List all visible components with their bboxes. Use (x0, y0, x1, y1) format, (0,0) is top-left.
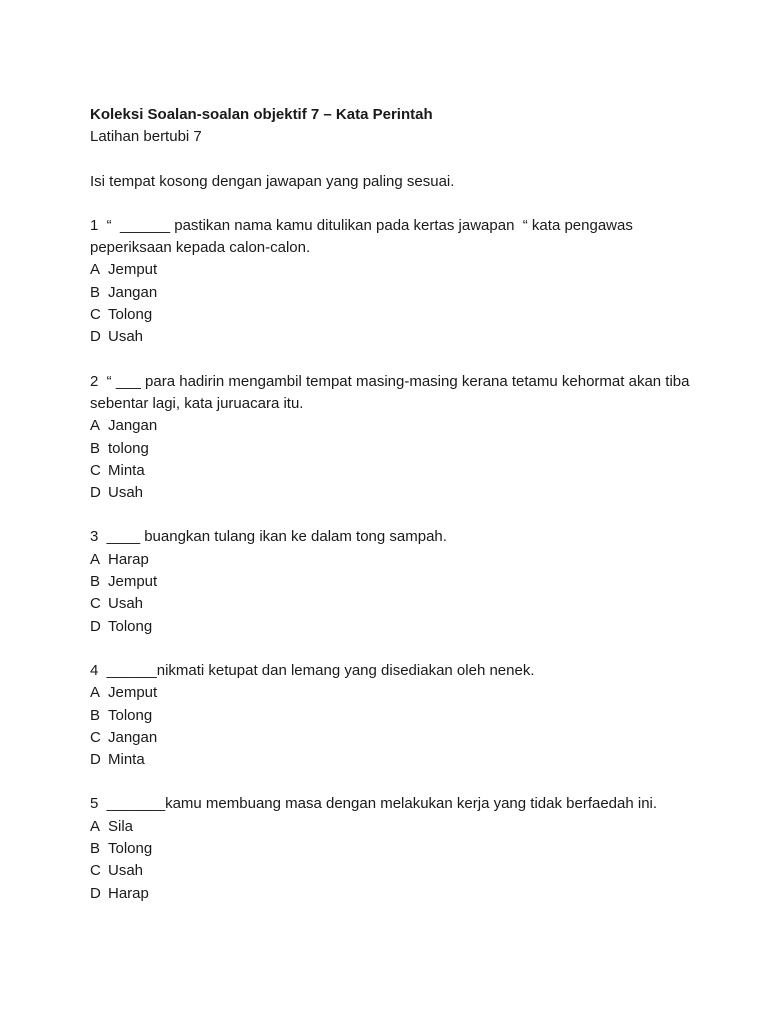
answer-option (90, 438, 690, 460)
answer-option (90, 705, 690, 727)
question-text: 2 “ ___ para hadirin mengambil tempat masing-masing kerana tetamu kehormat akan tiba sebentar lagi, kata juruacara itu. (90, 372, 694, 412)
option-text: Sila (108, 817, 134, 835)
option-text: Jemput (108, 573, 158, 591)
option-text: Harap (108, 884, 149, 902)
question-item (90, 215, 690, 349)
document-subtitle: Latihan bertubi 7 (90, 128, 202, 146)
answer-option (90, 549, 690, 571)
question-item (90, 660, 690, 771)
question-text: 1 “ ______ pastikan nama kamu ditulikan pada kertas jawapan “ kata pengawas peperiksaan kepada calon-calon. (90, 216, 638, 257)
document-title: Koleksi Soalan-soalan objektif 7 – Kata Perintah (90, 106, 433, 123)
option-letter: A (90, 684, 101, 702)
option-letter: A (90, 817, 101, 835)
question-item (90, 371, 694, 505)
option-letter: C (90, 595, 101, 613)
option-letter: B (90, 439, 101, 457)
option-text: Jangan (108, 728, 158, 746)
instruction-text: Isi tempat kosong dengan jawapan yang paling sesuai. (90, 172, 455, 190)
answer-option (90, 460, 690, 482)
option-text: Tolong (108, 306, 153, 324)
option-text: Tolong (108, 840, 153, 858)
option-letter: C (90, 728, 101, 746)
answer-option (90, 860, 690, 882)
option-letter: C (90, 306, 101, 324)
option-text: Usah (108, 328, 144, 346)
question-item (90, 793, 690, 904)
option-text: Jangan (108, 283, 158, 301)
answer-option (90, 415, 690, 437)
answer-option (90, 727, 690, 749)
option-text: Jemput (108, 684, 158, 702)
option-text: Usah (108, 484, 144, 502)
answer-option (90, 593, 690, 615)
option-letter: D (90, 751, 101, 769)
option-text: Usah (108, 862, 144, 880)
option-text: tolong (108, 439, 149, 457)
answer-option (90, 749, 690, 771)
question-text: 4 ______nikmati ketupat dan lemang yang disediakan oleh nenek. (90, 661, 535, 679)
answer-option (90, 304, 690, 326)
question-text: 5 _______kamu membuang masa dengan melakukan kerja yang tidak berfaedah ini. (90, 795, 658, 813)
option-letter: C (90, 862, 101, 880)
spacer (90, 193, 690, 215)
option-text: Jemput (108, 261, 158, 279)
option-text: Usah (108, 595, 144, 613)
answer-option (90, 883, 690, 905)
option-letter: B (90, 573, 101, 591)
option-text: Minta (108, 751, 145, 769)
spacer (90, 149, 690, 171)
option-letter: B (90, 283, 101, 301)
option-letter: A (90, 417, 101, 435)
answer-option (90, 571, 690, 593)
option-letter: D (90, 328, 101, 346)
answer-option (90, 682, 690, 704)
option-letter: D (90, 884, 101, 902)
option-letter: D (90, 617, 101, 635)
option-letter: C (90, 461, 101, 479)
answer-option (90, 326, 690, 348)
option-letter: A (90, 550, 101, 568)
answer-option (90, 616, 690, 638)
question-list (90, 215, 694, 905)
document-page (90, 104, 694, 927)
option-letter: A (90, 261, 101, 279)
question-text: 3 ____ buangkan tulang ikan ke dalam tong sampah. (90, 528, 447, 546)
answer-option (90, 838, 690, 860)
question-item (90, 526, 690, 637)
option-letter: B (90, 706, 101, 724)
answer-option (90, 482, 690, 504)
answer-option (90, 259, 690, 281)
option-text: Harap (108, 550, 149, 568)
option-text: Tolong (108, 706, 153, 724)
answer-option (90, 282, 690, 304)
option-text: Tolong (108, 617, 153, 635)
option-text: Minta (108, 461, 145, 479)
answer-option (90, 816, 690, 838)
option-text: Jangan (108, 417, 158, 435)
option-letter: B (90, 840, 101, 858)
option-letter: D (90, 484, 101, 502)
